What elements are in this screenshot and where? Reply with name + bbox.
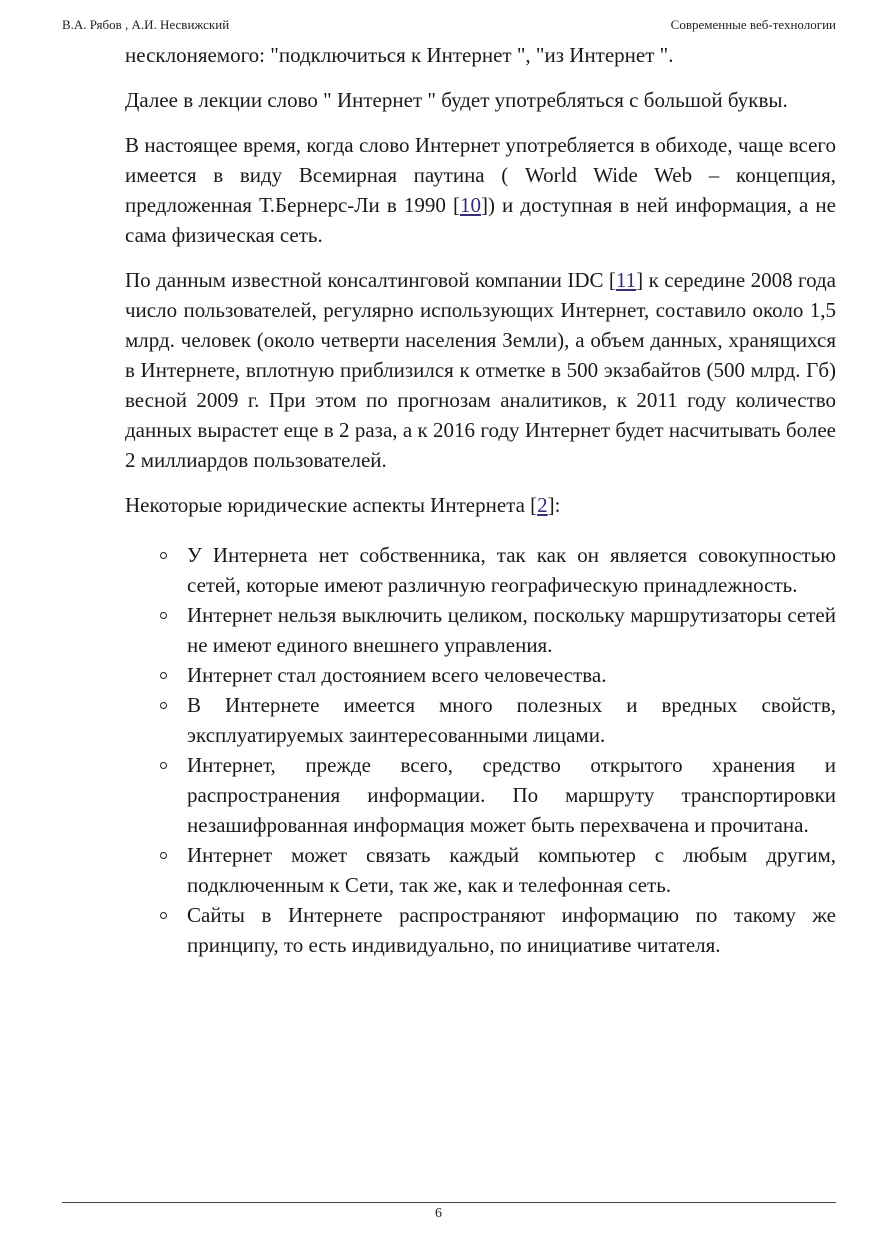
paragraph-text: ]: [547,493,561,517]
circle-bullet-icon [160,552,167,559]
reference-link-11[interactable]: 11 [615,268,637,292]
legal-aspects-list [125,540,836,960]
circle-bullet-icon [160,912,167,919]
list-item [125,660,836,690]
list-item [125,840,836,900]
circle-bullet-icon [160,612,167,619]
reference-link-10[interactable]: 10 [459,193,481,217]
list-item-text: В Интернете имеется много полезных и вредных свойств, эксплуатируемых заинтересованными лицами. [187,693,836,747]
paragraph-text: По данным известной консалтинговой компании IDC [ [125,268,616,292]
list-item-text: Сайты в Интернете распространяют информацию по такому же принципу, то есть индивидуально, по инициативе читателя. [187,903,836,957]
circle-bullet-icon [160,702,167,709]
paragraph-legal-aspects-intro [125,490,836,520]
list-item [125,750,836,840]
paragraph-text: Некоторые юридические аспекты Интернета [ [125,493,538,517]
document-body [125,40,836,960]
list-item [125,690,836,750]
paragraph-text: ]) и доступная в ней информация, а не сама физическая сеть. [125,193,836,247]
circle-bullet-icon [160,762,167,769]
paragraph-capitalization-note: Далее в лекции слово " Интернет " будет употребляться с большой буквы. [125,88,788,112]
paragraph-text: ] к середине 2008 года число пользователей, регулярно использующих Интернет, составило около 1,5 млрд. человек (около четверти населения Земли), а объем данных, хранящихся в Интернете, вплотную приблизился к отметке в 500 экзабайтов (500 млрд. Гб) весной 2009 г. При этом по прогнозам аналитиков, к 2011 году количество данных вырастет еще в 2 раза, а к 2016 году Интернет будет насчитывать более 2 миллиардов пользователей. [125,268,836,472]
list-item-text: Интернет может связать каждый компьютер с любым другим, подключенным к Сети, так же, как и телефонная сеть. [187,843,836,897]
footer-divider [62,1202,836,1203]
list-item-text: Интернет, прежде всего, средство открытого хранения и распространения информации. По маршруту транспортировки незашифрованная информация может быть перехвачена и прочитана. [187,753,836,837]
page-number: 6 [435,1206,442,1221]
header-title: Современные веб-технологии [670,17,836,32]
paragraph-world-wide-web [125,130,836,250]
reference-link-2[interactable]: 2 [537,493,548,517]
circle-bullet-icon [160,852,167,859]
list-item [125,900,836,960]
page-header [62,17,836,37]
list-item-text: У Интернета нет собственника, так как он является совокупностью сетей, которые имеют различную географическую принадлежность. [187,543,836,597]
list-item [125,540,836,600]
circle-bullet-icon [160,672,167,679]
paragraph-idc-statistics [125,265,836,475]
paragraph-text: В настоящее время, когда слово Интернет употребляется в обиходе, чаще всего имеется в виду Всемирная паутина ( World Wide Web – концепция, предложенная Т.Бернерс-Ли в 1990 [ [125,133,836,217]
list-item [125,600,836,660]
list-item-text: Интернет стал достоянием всего человечества. [187,663,607,687]
list-item-text: Интернет нельзя выключить целиком, поскольку маршрутизаторы сетей не имеют единого внешнего управления. [187,603,836,657]
header-authors: В.А. Рябов , А.И. Несвижский [62,17,230,32]
paragraph-continuation: несклоняемого: "подключиться к Интернет ", "из Интернет ". [125,43,674,67]
